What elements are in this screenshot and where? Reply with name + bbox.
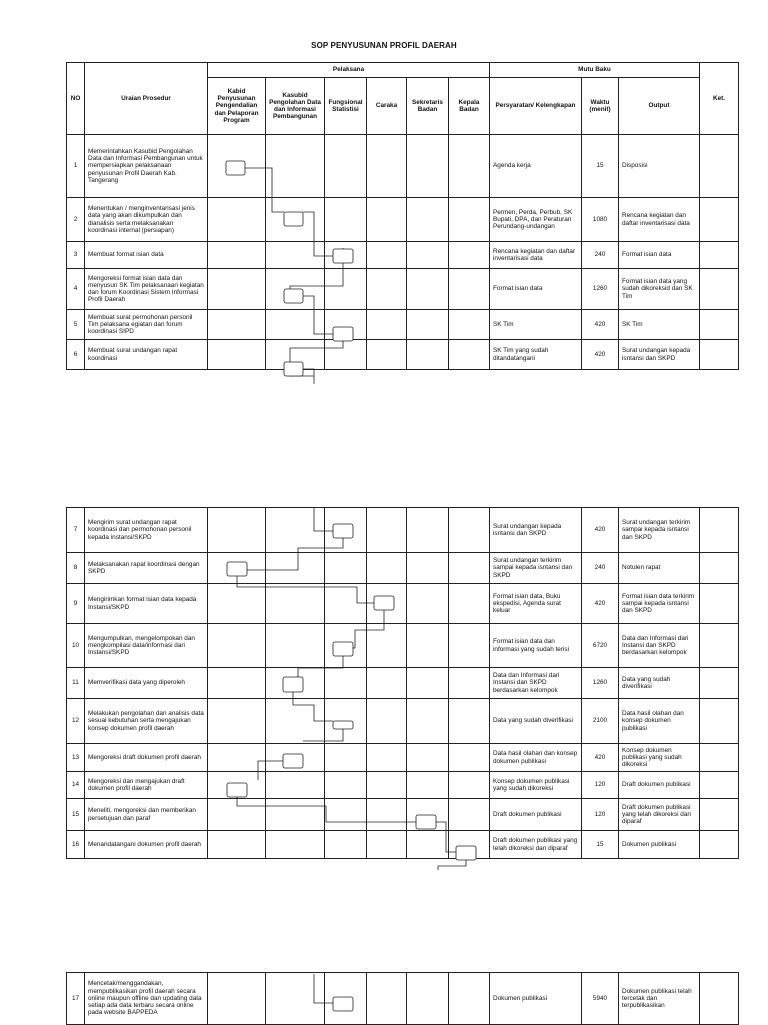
header-pelaksana: Pelaksana bbox=[208, 63, 490, 78]
role-cell bbox=[208, 624, 266, 668]
row-waktu: 1080 bbox=[582, 198, 619, 242]
role-cell bbox=[266, 198, 325, 242]
role-cell bbox=[407, 242, 449, 269]
role-cell bbox=[266, 310, 325, 340]
header-role-kepala: Kepala Badan bbox=[449, 78, 490, 135]
row-output: Format isian data yang sudah dikoreksid dan SK Tim bbox=[619, 269, 700, 310]
role-cell bbox=[367, 242, 407, 269]
row-output: Disposisi bbox=[619, 135, 700, 198]
row-uraian: Melaksanakan rapat koordinasi dengan SKPD bbox=[85, 553, 208, 584]
role-cell bbox=[407, 553, 449, 584]
role-cell bbox=[449, 668, 490, 699]
role-cell bbox=[266, 699, 325, 744]
row-no: 9 bbox=[67, 584, 85, 624]
role-cell bbox=[266, 831, 325, 859]
row-no: 5 bbox=[67, 310, 85, 340]
row-uraian: Mengoreksi draft dokumen profil daerah bbox=[85, 744, 208, 772]
header-no: NO bbox=[67, 63, 85, 135]
role-cell bbox=[266, 553, 325, 584]
role-cell bbox=[367, 973, 407, 1025]
header-persyaratan: Persyaratan/ Kelengkapan bbox=[490, 78, 582, 135]
sop-table-part-2 bbox=[66, 507, 739, 859]
role-cell bbox=[325, 624, 367, 668]
document-title: SOP PENYUSUNAN PROFIL DAERAH bbox=[311, 41, 457, 50]
row-ket bbox=[700, 340, 739, 370]
role-cell bbox=[325, 508, 367, 553]
row-uraian: Mengirimkan format isian data kepada Instansi/SKPD bbox=[85, 584, 208, 624]
row-waktu: 6720 bbox=[582, 624, 619, 668]
row-uraian: Mencetak/menggandakan, mempublikasikan profil daerah secara online maupun offline dan updating data setiap ada data terbaru secara online pada website BAPPEDA bbox=[85, 973, 208, 1025]
role-cell bbox=[266, 508, 325, 553]
row-waktu: 120 bbox=[582, 799, 619, 831]
row-no: 8 bbox=[67, 553, 85, 584]
role-cell bbox=[367, 584, 407, 624]
row-output: Rencana kegiatan dan daftar inventarisasi data bbox=[619, 198, 700, 242]
role-cell bbox=[208, 135, 266, 198]
table-row bbox=[67, 340, 739, 370]
row-uraian: Memverifikasi data yang diperoleh bbox=[85, 668, 208, 699]
role-cell bbox=[407, 584, 449, 624]
role-cell bbox=[325, 668, 367, 699]
role-cell bbox=[449, 269, 490, 310]
role-cell bbox=[266, 340, 325, 370]
row-persyaratan: Data hasil olahan dan konsep dokumen publikasi bbox=[490, 744, 582, 772]
header-waktu: Waktu (menit) bbox=[582, 78, 619, 135]
role-cell bbox=[449, 242, 490, 269]
role-cell bbox=[407, 831, 449, 859]
role-cell bbox=[208, 242, 266, 269]
row-uraian: Menandatangani dokumen profil daerah bbox=[85, 831, 208, 859]
sop-table-part-3 bbox=[66, 972, 739, 1025]
row-no: 4 bbox=[67, 269, 85, 310]
table-row bbox=[67, 508, 739, 553]
role-cell bbox=[208, 310, 266, 340]
table-row bbox=[67, 310, 739, 340]
row-persyaratan: Data yang sudah diverifikasi bbox=[490, 699, 582, 744]
row-persyaratan: Format isian data, Buku ekspedisi, Agenda surat keluar bbox=[490, 584, 582, 624]
role-cell bbox=[266, 772, 325, 799]
row-uraian: Mengirim surat undangan rapat koordinasi dan permohonan personil kepada instansi/SKPD bbox=[85, 508, 208, 553]
row-output: Data yang sudah diverifikasi bbox=[619, 668, 700, 699]
table-row bbox=[67, 242, 739, 269]
row-waktu: 420 bbox=[582, 584, 619, 624]
role-cell bbox=[367, 198, 407, 242]
role-cell bbox=[325, 772, 367, 799]
row-persyaratan: Konsep dokumen publikasi yang sudah dikoreksi bbox=[490, 772, 582, 799]
row-persyaratan: Dokumen publikasi bbox=[490, 973, 582, 1025]
row-output: Draft dokumen publikasi bbox=[619, 772, 700, 799]
role-cell bbox=[367, 340, 407, 370]
role-cell bbox=[325, 135, 367, 198]
role-cell bbox=[407, 310, 449, 340]
row-output: Format isian data terkirim sampai kepada isntansi dan SKPD bbox=[619, 584, 700, 624]
role-cell bbox=[449, 831, 490, 859]
row-no: 14 bbox=[67, 772, 85, 799]
header-uraian: Uraian Prosedur bbox=[85, 63, 208, 135]
row-ket bbox=[700, 242, 739, 269]
row-uraian: Membuat surat undangan rapat koordinasi bbox=[85, 340, 208, 370]
row-persyaratan: SK Tim bbox=[490, 310, 582, 340]
row-ket bbox=[700, 973, 739, 1025]
row-waktu: 120 bbox=[582, 772, 619, 799]
role-cell bbox=[407, 744, 449, 772]
row-waktu: 2100 bbox=[582, 699, 619, 744]
role-cell bbox=[208, 799, 266, 831]
row-waktu: 240 bbox=[582, 553, 619, 584]
row-waktu: 15 bbox=[582, 831, 619, 859]
row-no: 1 bbox=[67, 135, 85, 198]
role-cell bbox=[367, 699, 407, 744]
role-cell bbox=[407, 340, 449, 370]
role-cell bbox=[449, 553, 490, 584]
role-cell bbox=[407, 772, 449, 799]
role-cell bbox=[449, 310, 490, 340]
row-ket bbox=[700, 269, 739, 310]
role-cell bbox=[208, 553, 266, 584]
row-uraian: Menentukan / menginventarisasi jenis data yang akan dikumpulkan dan dianalisis serta melaksanakan koordinasi internal (persiapan) bbox=[85, 198, 208, 242]
role-cell bbox=[325, 973, 367, 1025]
header-mutu-baku: Mutu Baku bbox=[490, 63, 700, 78]
row-persyaratan: Agenda kerja bbox=[490, 135, 582, 198]
role-cell bbox=[449, 135, 490, 198]
role-cell bbox=[367, 310, 407, 340]
table-row bbox=[67, 744, 739, 772]
table-row bbox=[67, 135, 739, 198]
row-output: Data dan Informasi dari Instansi dan SKPD berdasarkan kelompok bbox=[619, 624, 700, 668]
role-cell bbox=[266, 668, 325, 699]
role-cell bbox=[407, 269, 449, 310]
row-no: 3 bbox=[67, 242, 85, 269]
role-cell bbox=[208, 584, 266, 624]
table-row bbox=[67, 668, 739, 699]
role-cell bbox=[449, 744, 490, 772]
row-output: Dokumen publikasi telah tercetak dan terpublikasikan bbox=[619, 973, 700, 1025]
row-persyaratan: Surat undangan kepada isntansi dan SKPD bbox=[490, 508, 582, 553]
flow-connector bbox=[438, 860, 466, 870]
role-cell bbox=[449, 772, 490, 799]
flow-connector bbox=[303, 369, 314, 384]
row-ket bbox=[700, 584, 739, 624]
row-uraian: Mengoreksi format isian data dan menyusun SK Tim pelaksanaan kegiatan dan forum Koordinasi Sistem Informasi Profil Daerah bbox=[85, 269, 208, 310]
role-cell bbox=[325, 198, 367, 242]
role-cell bbox=[266, 584, 325, 624]
header-role-caraka: Caraka bbox=[367, 78, 407, 135]
role-cell bbox=[266, 799, 325, 831]
header-output: Output bbox=[619, 78, 700, 135]
row-ket bbox=[700, 553, 739, 584]
header-ket: Ket. bbox=[700, 63, 739, 135]
row-persyaratan: Draft dokumen publikasi yang telah dikoreksi dan diparaf bbox=[490, 831, 582, 859]
row-output: Konsep dokumen publikasi yang sudah dikoreksi bbox=[619, 744, 700, 772]
role-cell bbox=[325, 242, 367, 269]
role-cell bbox=[367, 135, 407, 198]
row-ket bbox=[700, 198, 739, 242]
row-output: Draft dokumen publikasi yang telah dikoreksi dan diparaf bbox=[619, 799, 700, 831]
role-cell bbox=[407, 198, 449, 242]
row-persyaratan: SK Tim yang sudah ditandatangani bbox=[490, 340, 582, 370]
row-ket bbox=[700, 135, 739, 198]
role-cell bbox=[367, 744, 407, 772]
row-waktu: 420 bbox=[582, 340, 619, 370]
role-cell bbox=[208, 668, 266, 699]
row-no: 11 bbox=[67, 668, 85, 699]
row-uraian: Membuat surat permohonan personil Tim pelaksana egiatan dan forum koordinasi SIPD bbox=[85, 310, 208, 340]
role-cell bbox=[325, 744, 367, 772]
role-cell bbox=[407, 135, 449, 198]
table-row bbox=[67, 584, 739, 624]
role-cell bbox=[367, 668, 407, 699]
role-cell bbox=[208, 973, 266, 1025]
role-cell bbox=[367, 508, 407, 553]
role-cell bbox=[266, 624, 325, 668]
role-cell bbox=[407, 699, 449, 744]
role-cell bbox=[449, 799, 490, 831]
role-cell bbox=[449, 584, 490, 624]
row-output: SK Tim bbox=[619, 310, 700, 340]
table-row bbox=[67, 699, 739, 744]
role-cell bbox=[266, 973, 325, 1025]
role-cell bbox=[367, 799, 407, 831]
row-uraian: Melakukan pengolahan dan analisis data sesuai kebutuhan serta mengajukan konsep dokumen profil daerah bbox=[85, 699, 208, 744]
role-cell bbox=[407, 668, 449, 699]
role-cell bbox=[208, 772, 266, 799]
role-cell bbox=[208, 508, 266, 553]
table-row bbox=[67, 624, 739, 668]
role-cell bbox=[449, 973, 490, 1025]
table-row bbox=[67, 269, 739, 310]
row-no: 15 bbox=[67, 799, 85, 831]
row-no: 12 bbox=[67, 699, 85, 744]
row-output: Surat undangan terkirim sampai kepada isntansi dan SKPD bbox=[619, 508, 700, 553]
table-row bbox=[67, 799, 739, 831]
row-uraian: Mengoreksi dan mengajukan draft dokumen profil daerah bbox=[85, 772, 208, 799]
row-waktu: 15 bbox=[582, 135, 619, 198]
row-ket bbox=[700, 831, 739, 859]
role-cell bbox=[266, 135, 325, 198]
row-uraian: Memerintahkan Kasubid Pengolahan Data dan Informasi Pembangunan untuk mempersiapkan pelaksanaan penyusunan Profil Daerah Kab. Tangerang bbox=[85, 135, 208, 198]
row-no: 2 bbox=[67, 198, 85, 242]
role-cell bbox=[266, 242, 325, 269]
role-cell bbox=[325, 699, 367, 744]
role-cell bbox=[266, 744, 325, 772]
row-no: 17 bbox=[67, 973, 85, 1025]
row-persyaratan: Format isian data dan informasi yang sudah terisi bbox=[490, 624, 582, 668]
row-no: 7 bbox=[67, 508, 85, 553]
row-persyaratan: Permen, Perda, Perbub, SK Bupati, DPA, dan Peraturan Perundang-undangan bbox=[490, 198, 582, 242]
table-row bbox=[67, 553, 739, 584]
role-cell bbox=[266, 269, 325, 310]
row-ket bbox=[700, 699, 739, 744]
role-cell bbox=[367, 772, 407, 799]
role-cell bbox=[367, 553, 407, 584]
header-role-sekretaris: Sekretaris Badan bbox=[407, 78, 449, 135]
row-persyaratan: Rencana kegiatan dan daftar inventarisasi data bbox=[490, 242, 582, 269]
role-cell bbox=[325, 831, 367, 859]
row-ket bbox=[700, 744, 739, 772]
row-waktu: 420 bbox=[582, 310, 619, 340]
header-role-kasubid: Kasubid Pengolahan Data dan Informasi Pembangunan bbox=[266, 78, 325, 135]
table-row bbox=[67, 198, 739, 242]
row-output: Notulen rapat bbox=[619, 553, 700, 584]
role-cell bbox=[367, 624, 407, 668]
row-waktu: 420 bbox=[582, 508, 619, 553]
role-cell bbox=[367, 269, 407, 310]
role-cell bbox=[449, 340, 490, 370]
role-cell bbox=[208, 269, 266, 310]
table-row bbox=[67, 831, 739, 859]
row-persyaratan: Data dan Informasi dari Instansi dan SKPD berdasarkan kelompok bbox=[490, 668, 582, 699]
row-output: Data hasil olahan dan konsep dokumen publikasi bbox=[619, 699, 700, 744]
row-no: 13 bbox=[67, 744, 85, 772]
row-ket bbox=[700, 624, 739, 668]
role-cell bbox=[449, 699, 490, 744]
row-uraian: Mengumpulkan, mengelompokan dan mengkompilasi data/informasi dari Instansi/SKPD bbox=[85, 624, 208, 668]
row-no: 6 bbox=[67, 340, 85, 370]
row-waktu: 1260 bbox=[582, 269, 619, 310]
row-persyaratan: Format isian data bbox=[490, 269, 582, 310]
row-persyaratan: Surat undangan terkirim sampai kepada isntansi dan SKPD bbox=[490, 553, 582, 584]
row-persyaratan: Draft dokumen publikasi bbox=[490, 799, 582, 831]
row-ket bbox=[700, 668, 739, 699]
row-ket bbox=[700, 508, 739, 553]
role-cell bbox=[367, 831, 407, 859]
header-role-kabid: Kabid Penyusunan Pengendalian dan Pelaporan Program bbox=[208, 78, 266, 135]
role-cell bbox=[325, 553, 367, 584]
row-no: 16 bbox=[67, 831, 85, 859]
row-output: Dokumen publikasi bbox=[619, 831, 700, 859]
role-cell bbox=[208, 198, 266, 242]
role-cell bbox=[325, 584, 367, 624]
role-cell bbox=[407, 799, 449, 831]
header-role-fungsional: Fungsional Statistisi bbox=[325, 78, 367, 135]
role-cell bbox=[325, 340, 367, 370]
row-ket bbox=[700, 799, 739, 831]
row-waktu: 5940 bbox=[582, 973, 619, 1025]
role-cell bbox=[208, 699, 266, 744]
role-cell bbox=[325, 799, 367, 831]
role-cell bbox=[208, 744, 266, 772]
row-ket bbox=[700, 772, 739, 799]
row-waktu: 1260 bbox=[582, 668, 619, 699]
row-output: Format isian data bbox=[619, 242, 700, 269]
role-cell bbox=[449, 198, 490, 242]
role-cell bbox=[407, 508, 449, 553]
role-cell bbox=[208, 340, 266, 370]
role-cell bbox=[407, 973, 449, 1025]
role-cell bbox=[449, 624, 490, 668]
role-cell bbox=[325, 310, 367, 340]
row-waktu: 240 bbox=[582, 242, 619, 269]
sop-table-part-1 bbox=[66, 62, 739, 370]
row-no: 10 bbox=[67, 624, 85, 668]
role-cell bbox=[325, 269, 367, 310]
row-ket bbox=[700, 310, 739, 340]
row-uraian: Membuat format isian data bbox=[85, 242, 208, 269]
table-row bbox=[67, 772, 739, 799]
row-output: Surat undangan kepada isntansi dan SKPD bbox=[619, 340, 700, 370]
row-waktu: 420 bbox=[582, 744, 619, 772]
role-cell bbox=[208, 831, 266, 859]
table-row bbox=[67, 973, 739, 1025]
role-cell bbox=[407, 624, 449, 668]
row-uraian: Meneliti, mengoreksi dan memberikan persetujuan dan paraf bbox=[85, 799, 208, 831]
role-cell bbox=[449, 508, 490, 553]
